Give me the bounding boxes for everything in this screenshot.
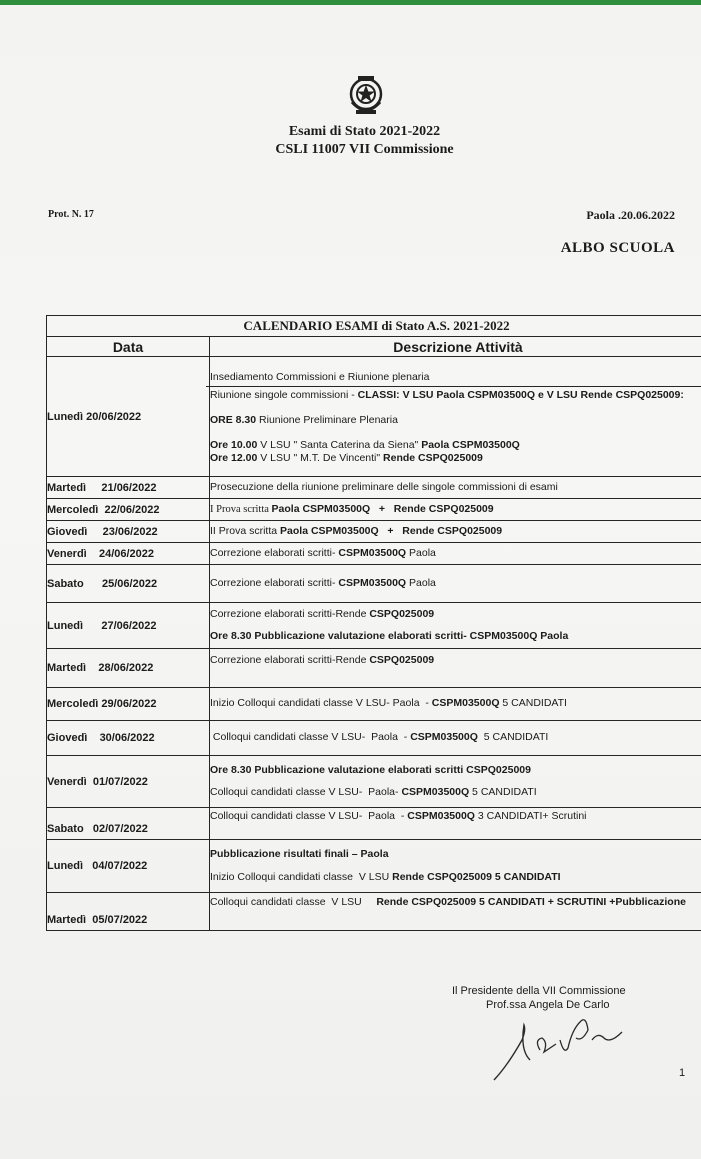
row-description: Prosecuzione della riunione preliminare delle singole commissioni di esami	[210, 477, 701, 499]
table-row	[47, 840, 701, 893]
activity-line: Ore 10.00 V LSU " Santa Caterina da Siena" Paola CSPM03500Q	[210, 439, 520, 452]
row-description	[210, 357, 701, 477]
row-description	[210, 603, 701, 649]
table-row	[47, 477, 701, 499]
table-row	[47, 357, 701, 477]
commission-title: CSLI 11007 VII Commissione	[275, 142, 454, 157]
row-date: Martedì 21/06/2022	[47, 477, 210, 499]
row-date: Martedì 05/07/2022	[47, 893, 210, 931]
president-title: Il Presidente della VII Commissione	[452, 985, 626, 997]
calendar-title: CALENDARIO ESAMI di Stato A.S. 2021-2022	[47, 316, 701, 337]
albo-scuola-heading: ALBO SCUOLA	[560, 240, 675, 256]
row-date: Martedì 28/06/2022	[47, 649, 210, 688]
row-description: Inizio Colloqui candidati classe V LSU- Paola - CSPM03500Q 5 CANDIDATI	[210, 688, 701, 721]
row-description	[210, 756, 701, 808]
row-description: Colloqui candidati classe V LSU Rende CSPQ025009 5 CANDIDATI + SCRUTINI +Pubblicazione	[210, 893, 701, 931]
row-date: Venerdì 24/06/2022	[47, 543, 210, 565]
activity-line: Ore 12.00 V LSU " M.T. De Vincenti" Rende CSPQ025009	[210, 452, 483, 465]
activity-line: Ore 8.30 Pubblicazione valutazione elaborati scritti CSPQ025009	[210, 763, 531, 776]
handwritten-signature	[486, 1010, 636, 1085]
row-date: Sabato 02/07/2022	[47, 808, 210, 840]
table-row	[47, 603, 701, 649]
table-row	[47, 649, 701, 688]
activity-line: ORE 8.30 Riunione Preliminare Plenaria	[210, 413, 398, 426]
activity-line: Ore 8.30 Pubblicazione valutazione elaborati scritti- CSPM03500Q Paola	[210, 630, 569, 642]
row-date: Lunedì 20/06/2022	[47, 357, 210, 477]
table-row	[47, 688, 701, 721]
table-row	[47, 721, 701, 756]
table-row	[47, 808, 701, 840]
row-date: Giovedì 30/06/2022	[47, 721, 210, 756]
activity-line: Riunione singole commissioni - CLASSI: V LSU Paola CSPM03500Q e V LSU Rende CSPQ025009:	[206, 386, 701, 402]
exam-title: Esami di Stato 2021-2022	[288, 124, 441, 139]
row-date: Mercoledì 29/06/2022	[47, 688, 210, 721]
italian-republic-emblem-icon	[346, 72, 386, 120]
table-row	[47, 893, 701, 931]
row-date: Venerdì 01/07/2022	[47, 756, 210, 808]
row-description	[210, 840, 701, 893]
page-number: 1	[679, 1067, 686, 1079]
row-description: Correzione elaborati scritti- CSPM03500Q Paola	[210, 543, 701, 565]
row-description: Correzione elaborati scritti-Rende CSPQ025009	[210, 649, 701, 688]
table-row	[47, 565, 701, 603]
row-description: I Prova scritta Paola CSPM03500Q + Rende CSPQ025009	[210, 499, 701, 521]
table-row	[47, 756, 701, 808]
table-row	[47, 499, 701, 521]
row-date: Lunedì 27/06/2022	[47, 603, 210, 649]
row-date: Lunedì 04/07/2022	[47, 840, 210, 893]
table-row	[47, 543, 701, 565]
activity-line: Correzione elaborati scritti-Rende CSPQ025009	[210, 607, 435, 620]
column-header-date: Data	[47, 337, 210, 357]
column-header-description: Descrizione Attività	[210, 337, 701, 357]
activity-line: Inizio Colloqui candidati classe V LSU Rende CSPQ025009 5 CANDIDATI	[210, 870, 561, 883]
row-description: Colloqui candidati classe V LSU- Paola - CSPM03500Q 3 CANDIDATI+ Scrutini	[210, 808, 701, 840]
place-date: Paola .20.06.2022	[586, 208, 675, 222]
row-description: Colloqui candidati classe V LSU- Paola - CSPM03500Q 5 CANDIDATI	[210, 721, 701, 756]
row-description: Correzione elaborati scritti- CSPM03500Q Paola	[210, 565, 701, 603]
activity-line: Colloqui candidati classe V LSU- Paola- CSPM03500Q 5 CANDIDATI	[210, 786, 537, 798]
row-description: II Prova scritta Paola CSPM03500Q + Rende CSPQ025009	[210, 521, 701, 543]
row-date: Sabato 25/06/2022	[47, 565, 210, 603]
president-name: Prof.ssa Angela De Carlo	[486, 999, 610, 1011]
protocol-number: Prot. N. 17	[48, 209, 94, 220]
activity-line: Pubblicazione risultati finali – Paola	[210, 848, 389, 861]
table-row	[47, 521, 701, 543]
row-date: Giovedì 23/06/2022	[47, 521, 210, 543]
exam-calendar-table	[46, 315, 701, 931]
activity-line: Insediamento Commissioni e Riunione plenaria	[210, 370, 430, 383]
row-date: Mercoledì 22/06/2022	[47, 499, 210, 521]
